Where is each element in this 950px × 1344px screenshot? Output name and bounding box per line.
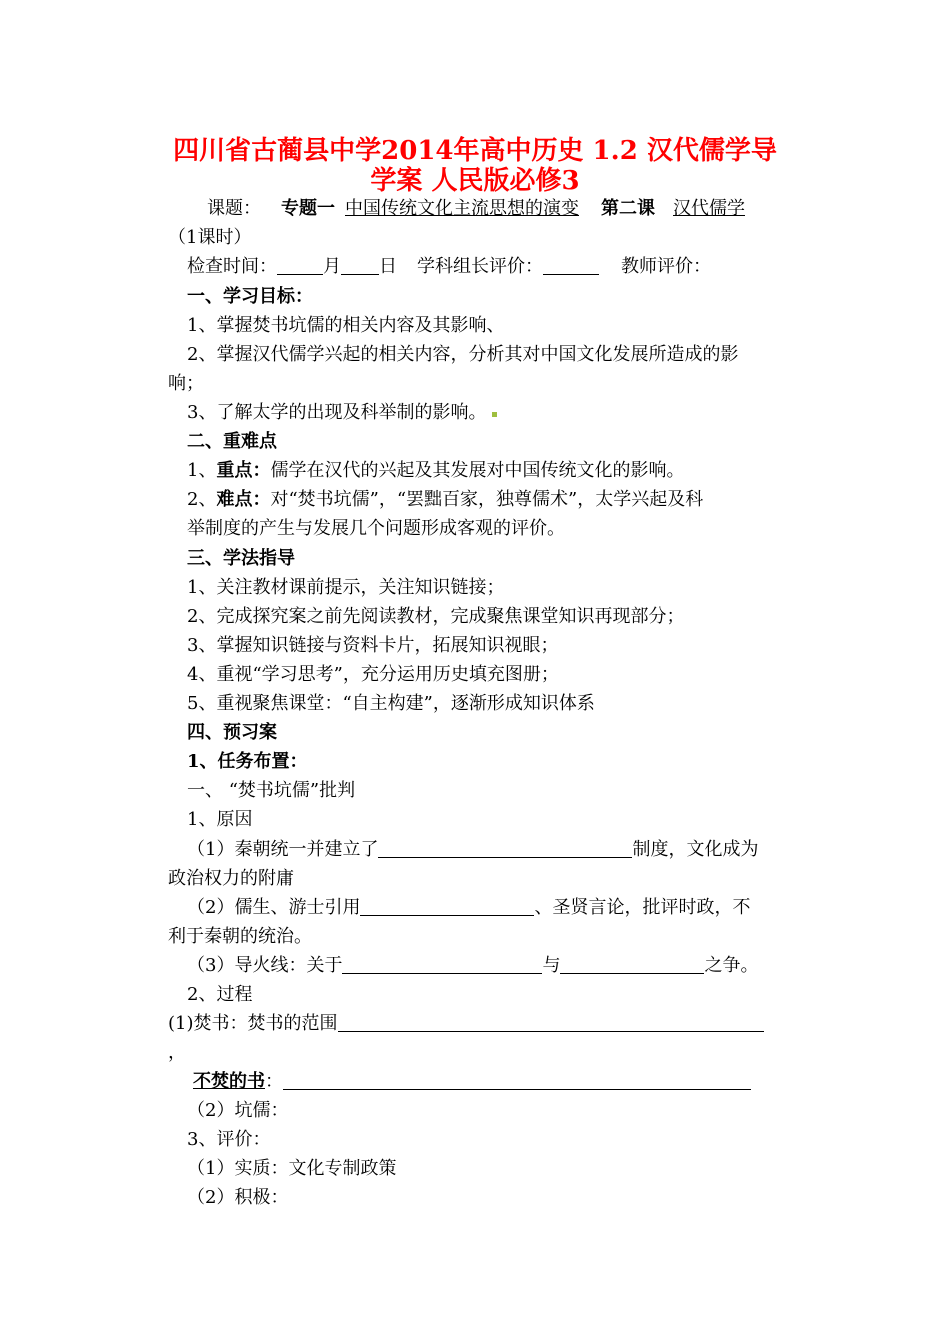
evaluation-item: （2）积极： bbox=[187, 1187, 289, 1208]
objective-item: 3、了解太学的出现及科举制的影响。 bbox=[187, 400, 497, 426]
cause-heading: 1、原因 bbox=[187, 809, 253, 830]
difficult-point-line: 2、难点：对“焚书坑儒”，“罢黜百家，独尊儒术”，太学兴起及科 bbox=[187, 489, 704, 510]
objective-item-continued: 响； bbox=[168, 373, 204, 394]
document-title-line2: 学案 人民版必修3 bbox=[370, 166, 580, 196]
section-heading-preview: 四、预习案 bbox=[187, 722, 277, 743]
lesson-hours: （1课时） bbox=[168, 227, 252, 248]
section-heading-objectives: 一、学习目标： bbox=[187, 286, 313, 307]
task-heading: 1、任务布置： bbox=[187, 751, 308, 772]
objective-item: 1、掌握焚书坑儒的相关内容及其影响、 bbox=[187, 315, 505, 336]
topic-line bbox=[207, 196, 745, 222]
method-item: 2、完成探究案之前先阅读教材，完成聚焦课堂知识再现部分； bbox=[187, 606, 685, 627]
process-item-burying: （2）坑儒： bbox=[187, 1100, 289, 1121]
process-item-burning: (1)焚书：焚书的范围 bbox=[168, 1011, 764, 1037]
evaluation-heading: 3、评价： bbox=[187, 1129, 271, 1150]
unit-label: 专题一 bbox=[281, 198, 335, 219]
method-item: 1、关注教材课前提示，关注知识链接； bbox=[187, 577, 505, 598]
method-item: 4、重视“学习思考”，充分运用历史填充图册； bbox=[187, 664, 559, 685]
cause-item-2-continued: 利于秦朝的统治。 bbox=[168, 926, 312, 947]
check-label: 检查时间： bbox=[187, 256, 277, 277]
fill-blank[interactable] bbox=[338, 1013, 764, 1032]
process-heading: 2、过程 bbox=[187, 984, 253, 1005]
not-burned-label: 不焚的书 bbox=[193, 1071, 265, 1092]
day-blank[interactable] bbox=[341, 256, 379, 275]
subsection-title: 一、 “焚书坑儒”批判 bbox=[187, 780, 356, 801]
cause-item-1-continued: 政治权力的附庸 bbox=[168, 868, 294, 889]
objective-item: 2、掌握汉代儒学兴起的相关内容，分析其对中国文化发展所造成的影 bbox=[187, 344, 739, 365]
fill-blank[interactable] bbox=[560, 955, 704, 974]
unit-name: 中国传统文化主流思想的演变 bbox=[345, 198, 579, 219]
difficult-point-continued: 举制度的产生与发展几个问题形成客观的评价。 bbox=[187, 518, 565, 539]
key-point-label: 重点： bbox=[216, 460, 271, 481]
lesson-name: 汉代儒学 bbox=[673, 198, 745, 219]
document-title-line1: 四川省古蔺县中学2014年高中历史 1.2 汉代儒学导 bbox=[173, 136, 777, 166]
check-line bbox=[187, 254, 711, 280]
month-blank[interactable] bbox=[277, 256, 323, 275]
section-heading-method: 三、学法指导 bbox=[187, 548, 295, 569]
comma: ， bbox=[168, 1042, 186, 1063]
month-label: 月 bbox=[323, 256, 341, 277]
leader-eval-label: 学科组长评价： bbox=[417, 256, 543, 277]
method-item: 5、重视聚焦课堂：“自主构建”，逐渐形成知识体系 bbox=[187, 693, 595, 714]
evaluation-item: （1）实质：文化专制政策 bbox=[187, 1158, 397, 1179]
difficult-point-label: 难点： bbox=[216, 489, 271, 510]
fill-blank[interactable] bbox=[283, 1071, 751, 1090]
key-point-line: 1、重点：儒学在汉代的兴起及其发展对中国传统文化的影响。 bbox=[187, 460, 685, 481]
method-item: 3、掌握知识链接与资料卡片，拓展知识视眼； bbox=[187, 635, 559, 656]
day-label: 日 bbox=[379, 256, 397, 277]
topic-label: 课题： bbox=[207, 198, 261, 219]
marker-dot bbox=[492, 412, 497, 417]
not-burned-line: 不焚的书： bbox=[193, 1069, 751, 1095]
lesson-label: 第二课 bbox=[601, 198, 655, 219]
fill-blank[interactable] bbox=[342, 955, 542, 974]
cause-item-3: （3）导火线：关于 与 之争。 bbox=[187, 955, 759, 976]
cause-item-2: （2）儒生、游士引用 、圣贤言论，批评时政，不 bbox=[187, 897, 751, 918]
cause-item-1: （1）秦朝统一并建立了 制度，文化成为 bbox=[187, 839, 759, 860]
fill-blank[interactable] bbox=[360, 897, 534, 916]
fill-blank[interactable] bbox=[378, 839, 632, 858]
section-heading-key-points: 二、重难点 bbox=[187, 431, 277, 452]
teacher-eval-label: 教师评价： bbox=[621, 256, 711, 277]
leader-eval-blank[interactable] bbox=[543, 256, 599, 275]
